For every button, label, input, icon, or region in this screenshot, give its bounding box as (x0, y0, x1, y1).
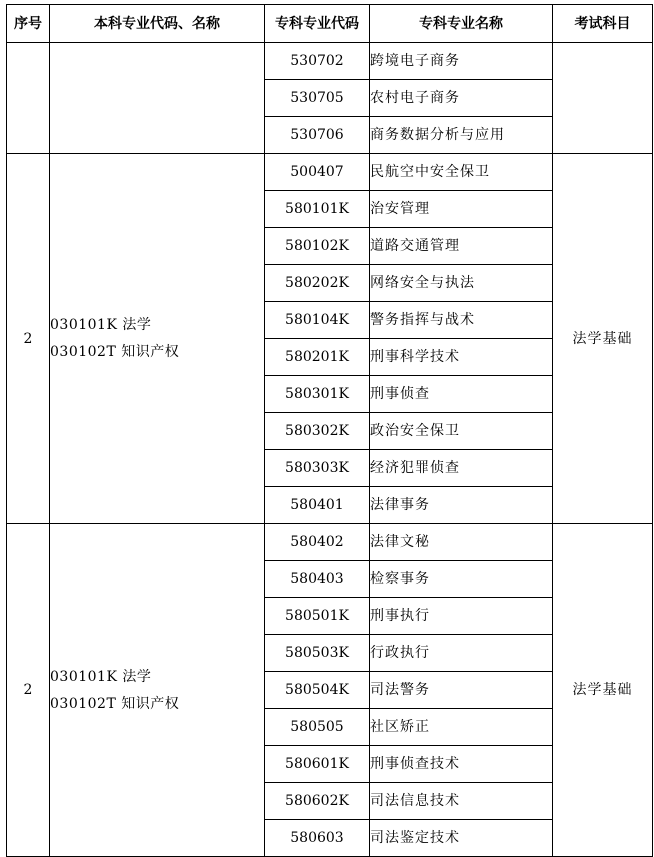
junior-code-cell: 530705 (265, 80, 370, 117)
junior-name-cell: 检察事务 (370, 561, 553, 598)
header-seq: 序号 (7, 5, 50, 43)
seq-cell: 2 (7, 154, 50, 524)
junior-name-cell: 政治安全保卫 (370, 413, 553, 450)
junior-name-cell: 网络安全与执法 (370, 265, 553, 302)
junior-code-cell: 530706 (265, 117, 370, 154)
junior-name-cell: 商务数据分析与应用 (370, 117, 553, 154)
junior-name-cell: 民航空中安全保卫 (370, 154, 553, 191)
junior-name-cell: 刑事执行 (370, 598, 553, 635)
junior-code-cell: 500407 (265, 154, 370, 191)
junior-code-cell: 580301K (265, 376, 370, 413)
undergrad-major: 030102T 知识产权 (50, 695, 180, 712)
junior-name-cell: 司法鉴定技术 (370, 820, 553, 857)
junior-name-cell: 社区矫正 (370, 709, 553, 746)
junior-code-cell: 580603 (265, 820, 370, 857)
junior-name-cell: 治安管理 (370, 191, 553, 228)
undergrad-major: 030101K 法学 (50, 317, 152, 333)
junior-name-cell: 司法信息技术 (370, 783, 553, 820)
junior-code-cell: 580104K (265, 302, 370, 339)
undergrad-cell (50, 43, 265, 154)
undergrad-major: 030102T 知识产权 (50, 344, 180, 360)
junior-code-cell: 530702 (265, 43, 370, 80)
seq-cell (7, 43, 50, 154)
header-subject: 考试科目 (553, 5, 653, 43)
junior-name-cell: 法律文秘 (370, 524, 553, 561)
junior-name-cell: 警务指挥与战术 (370, 302, 553, 339)
junior-code-cell: 580601K (265, 746, 370, 783)
junior-name-cell: 经济犯罪侦查 (370, 450, 553, 487)
junior-name-cell: 行政执行 (370, 635, 553, 672)
junior-code-cell: 580202K (265, 265, 370, 302)
subject-cell: 法学基础 (553, 154, 653, 524)
header-junior-name: 专科专业名称 (370, 5, 553, 43)
subject-cell (553, 43, 653, 154)
junior-code-cell: 580403 (265, 561, 370, 598)
junior-name-cell: 刑事侦查技术 (370, 746, 553, 783)
undergrad-cell (50, 524, 265, 857)
junior-code-cell: 580102K (265, 228, 370, 265)
junior-code-cell: 580303K (265, 450, 370, 487)
junior-code-cell: 580501K (265, 598, 370, 635)
seq-cell: 2 (7, 524, 50, 857)
junior-name-cell: 刑事侦查 (370, 376, 553, 413)
table-row (7, 154, 653, 191)
junior-name-cell: 司法警务 (370, 672, 553, 709)
junior-code-cell: 580503K (265, 635, 370, 672)
header-junior-code: 专科专业代码 (265, 5, 370, 43)
junior-name-cell: 农村电子商务 (370, 80, 553, 117)
junior-code-cell: 580602K (265, 783, 370, 820)
junior-code-cell: 580402 (265, 524, 370, 561)
table-row (7, 524, 653, 561)
major-table (6, 4, 653, 857)
header-undergrad: 本科专业代码、名称 (50, 5, 265, 43)
junior-code-cell: 580504K (265, 672, 370, 709)
junior-code-cell: 580101K (265, 191, 370, 228)
junior-name-cell: 道路交通管理 (370, 228, 553, 265)
junior-name-cell: 刑事科学技术 (370, 339, 553, 376)
junior-name-cell: 跨境电子商务 (370, 43, 553, 80)
header-row (7, 5, 653, 43)
undergrad-major: 030101K 法学 (50, 668, 152, 685)
table-row (7, 43, 653, 80)
junior-name-cell: 法律事务 (370, 487, 553, 524)
junior-code-cell: 580302K (265, 413, 370, 450)
junior-code-cell: 580505 (265, 709, 370, 746)
subject-cell: 法学基础 (553, 524, 653, 857)
junior-code-cell: 580201K (265, 339, 370, 376)
undergrad-cell (50, 154, 265, 524)
junior-code-cell: 580401 (265, 487, 370, 524)
